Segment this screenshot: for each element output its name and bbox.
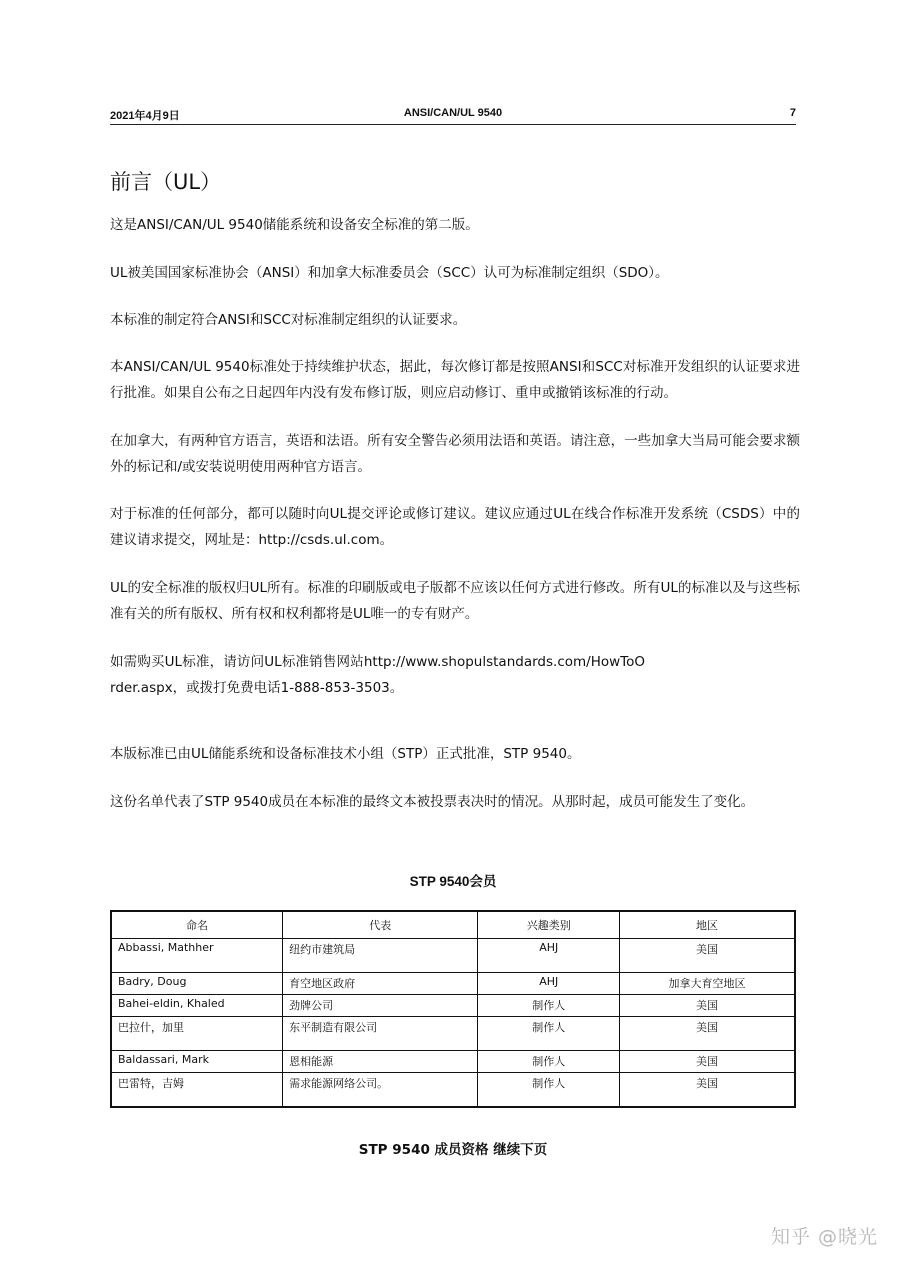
member-name: Abbassi, Mathher [111, 939, 283, 973]
paragraph-sdo: UL被美国国家标准协会（ANSI）和加拿大标准委员会（SCC）认可为标准制定组织（SDO）。 [110, 265, 669, 281]
member-organization: 需求能源网络公司。 [283, 1073, 478, 1107]
paragraph-membership: 这份名单代表了STP 9540成员在本标准的最终文本被投票表决时的情况。从那时起，成员可能发生了变化。 [110, 794, 755, 810]
paragraph-copyright: UL的安全标准的版权归UL所有。标准的印刷版或电子版都不应该以任何方式进行修改。所有UL的标准以及与这些标准有关的所有版权、所有权和权利都将是UL唯一的专有财产。 [110, 580, 800, 622]
member-region: 美国 [620, 995, 795, 1017]
member-interest: AHJ [478, 939, 620, 973]
table-row [111, 995, 795, 1017]
table-header-row [111, 911, 795, 939]
column-header-region: 地区 [620, 911, 795, 939]
member-organization: 纽约市建筑局 [283, 939, 478, 973]
member-region: 美国 [620, 1073, 795, 1107]
member-interest: AHJ [478, 973, 620, 995]
member-organization: 劲牌公司 [283, 995, 478, 1017]
header-divider [110, 124, 796, 125]
member-name: Badry, Doug [111, 973, 283, 995]
member-interest: 制作人 [478, 1073, 620, 1107]
table-row [111, 1051, 795, 1073]
members-table-title: STP 9540会员 [409, 874, 497, 889]
member-organization: 育空地区政府 [283, 973, 478, 995]
paragraph-maintenance: 本ANSI/CAN/UL 9540标准处于持续维护状态，据此，每次修订都是按照ANSI和SCC对标准开发组织的认证要求进行批准。如果自公布之日起四年内没有发布修订版，则应启动修订、重申或撤销该标准的行动。 [110, 359, 800, 401]
column-header-representing: 代表 [283, 911, 478, 939]
continued-note: STP 9540 成员资格 继续下页 [358, 1142, 548, 1158]
page-header [110, 107, 796, 123]
member-name: Bahei-eldin, Khaled [111, 995, 283, 1017]
member-region: 加拿大育空地区 [620, 973, 795, 995]
column-header-interest-category: 兴趣类别 [478, 911, 620, 939]
watermark-text: 知乎 @晓光 [770, 1226, 878, 1248]
member-region: 美国 [620, 1051, 795, 1073]
paragraph-compliance: 本标准的制定符合ANSI和SCC对标准制定组织的认证要求。 [110, 312, 467, 328]
table-row [111, 973, 795, 995]
members-table [110, 910, 796, 1108]
table-row [111, 1073, 795, 1107]
member-organization: 东平制造有限公司 [283, 1017, 478, 1051]
member-interest: 制作人 [478, 1017, 620, 1051]
header-date: 2021年4月9日 [110, 110, 180, 122]
member-name: 巴拉什，加里 [111, 1017, 283, 1051]
member-interest: 制作人 [478, 995, 620, 1017]
member-region: 美国 [620, 1017, 795, 1051]
paragraph-purchase: 如需购买UL标准，请访问UL标准销售网站http://www.shopulstandards.com/HowToOrder.aspx，或拨打免费电话1-888-853-3503。 [110, 654, 645, 696]
header-page-number: 7 [789, 107, 796, 119]
paragraph-approval: 本版标准已由UL储能系统和设备标准技术小组（STP）正式批准，STP 9540。 [110, 746, 581, 762]
paragraph-edition: 这是ANSI/CAN/UL 9540储能系统和设备安全标准的第二版。 [110, 217, 479, 233]
paragraph-comments: 对于标准的任何部分，都可以随时向UL提交评论或修订建议。建议应通过UL在线合作标准开发系统（CSDS）中的建议请求提交，网址是：http://csds.ul.com。 [110, 506, 800, 548]
member-region: 美国 [620, 939, 795, 973]
member-name: 巴雷特，吉姆 [111, 1073, 283, 1107]
member-organization: 恩相能源 [283, 1051, 478, 1073]
header-standard: ANSI/CAN/UL 9540 [403, 107, 503, 119]
paragraph-languages: 在加拿大，有两种官方语言，英语和法语。所有安全警告必须用法语和英语。请注意，一些加拿大当局可能会要求额外的标记和/或安装说明使用两种官方语言。 [110, 433, 800, 475]
column-header-name: 命名 [111, 911, 283, 939]
member-name: Baldassari, Mark [111, 1051, 283, 1073]
page-title: 前言（UL） [110, 170, 222, 194]
member-interest: 制作人 [478, 1051, 620, 1073]
table-row [111, 939, 795, 973]
table-row [111, 1017, 795, 1051]
